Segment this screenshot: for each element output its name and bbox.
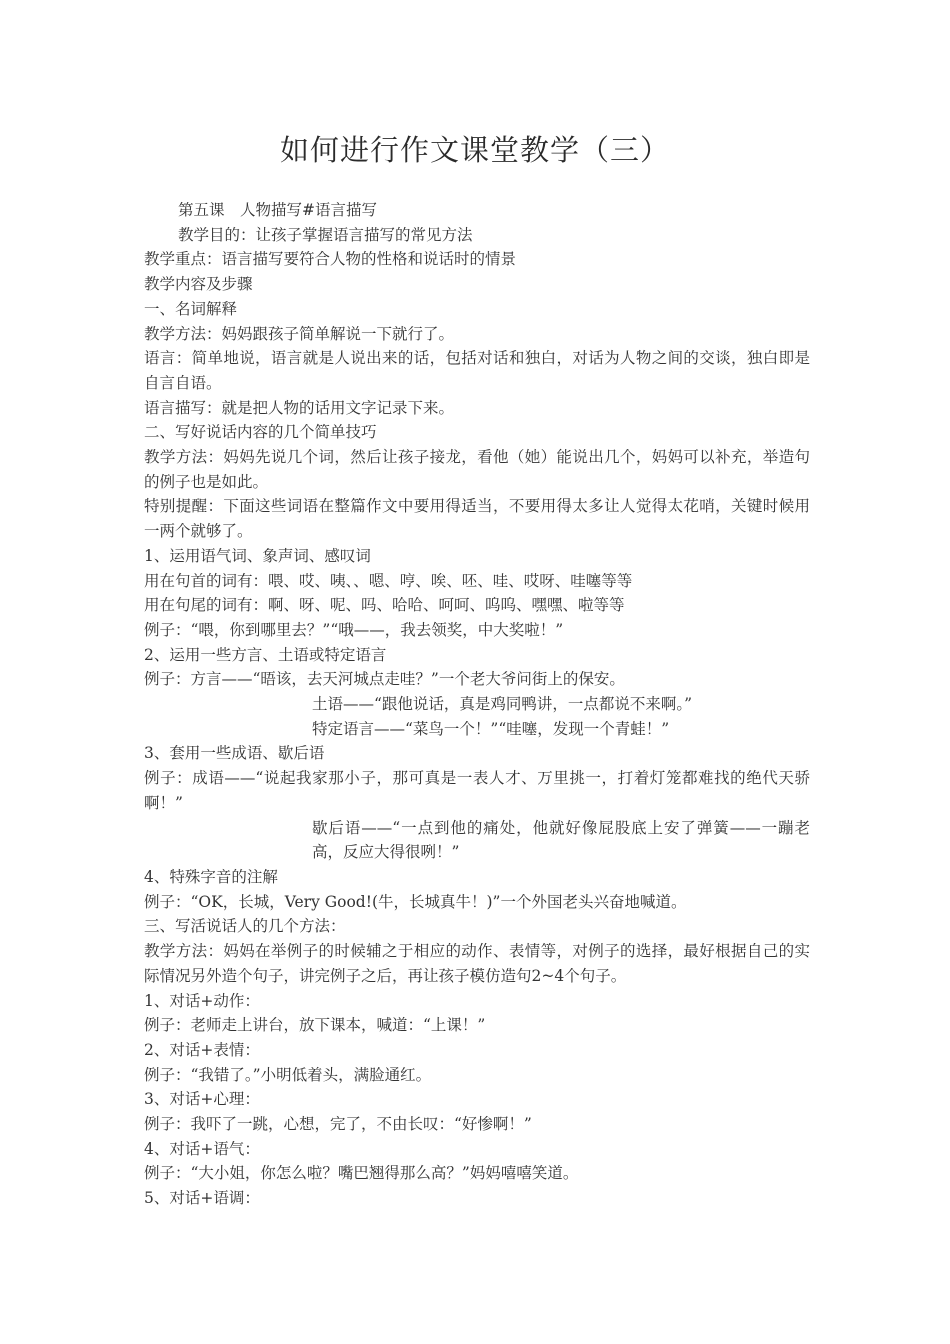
subsection-heading: 4、特殊字音的注解 xyxy=(144,867,278,886)
example-line: 歇后语——“一点到他的痛处，他就好像屁股底上安了弹簧——一蹦老高，反应大得很咧！” xyxy=(312,818,810,862)
example-line: 例子：我吓了一跳，心想，完了，不由长叹：“好惨啊！” xyxy=(144,1115,532,1134)
paragraph: 用在句尾的词有：啊、呀、呢、吗、哈哈、呵呵、呜呜、嘿嘿、啦等等 xyxy=(144,596,625,615)
example-line: 例子：“大小姐，你怎么啦？嘴巴翘得那么高？”妈妈嘻嘻笑道。 xyxy=(144,1164,579,1183)
example-line: 特定语言——“菜鸟一个！”“哇噻，发现一个青蛙！” xyxy=(312,719,670,738)
example-line: 例子：成语——“说起我家那小子，那可真是一表人才、万里挑一，打着灯笼都难找的绝代天骄啊！” xyxy=(144,769,810,812)
subsection-heading: 3、套用一些成语、歇后语 xyxy=(144,744,325,763)
document-title: 如何进行作文课堂教学（三） xyxy=(279,133,670,167)
paragraph: 语言描写：就是把人物的话用文字记录下来。 xyxy=(144,398,455,417)
example-line: 土语——“跟他说话，真是鸡同鸭讲，一点都说不来啊。” xyxy=(312,695,693,714)
example-line: 例子：老师走上讲台，放下课本，喊道：“上课！” xyxy=(144,1016,486,1035)
teaching-goal: 教学目的：让孩子掌握语言描写的常见方法 xyxy=(178,225,473,244)
paragraph: 教学方法：妈妈先说几个词，然后让孩子接龙，看他（她）能说出几个，妈妈可以补充，举造句的例子也是如此。 xyxy=(144,448,810,491)
subsection-heading: 3、对话+心理： xyxy=(144,1090,260,1109)
paragraph: 教学方法：妈妈在举例子的时候辅之于相应的动作、表情等，对例子的选择，最好根据自己的实际情况另外造个句子，讲完例子之后，再让孩子模仿造句2~4个句子。 xyxy=(144,942,810,985)
example-line: 例子：“OK，长城，Very Good!(牛，长城真牛！)”一个外国老头兴奋地喊道。 xyxy=(144,892,687,911)
paragraph: 语言：简单地说，语言就是人说出来的话，包括对话和独白，对话为人物之间的交谈，独白即是自言自语。 xyxy=(144,349,810,392)
example-line: 例子：“我错了。”小明低着头，满脸通红。 xyxy=(144,1065,432,1084)
section-heading: 三、写活说话人的几个方法： xyxy=(144,917,346,936)
paragraph: 用在句首的词有：喂、哎、咦、、嗯、哼、唉、呸、哇、哎呀、哇噻等等 xyxy=(144,571,633,590)
teaching-focus: 教学重点：语言描写要符合人物的性格和说话时的情景 xyxy=(144,250,517,269)
paragraph: 教学方法：妈妈跟孩子简单解说一下就行了。 xyxy=(144,324,455,343)
section-heading: 二、写好说话内容的几个简单技巧 xyxy=(144,423,377,442)
subsection-heading: 1、对话+动作： xyxy=(144,991,260,1010)
subsection-heading: 2、对话+表情： xyxy=(144,1040,260,1059)
subsection-heading: 2、运用一些方言、土语或特定语言 xyxy=(144,645,387,664)
content-steps-heading: 教学内容及步骤 xyxy=(144,275,253,294)
paragraph: 特别提醒：下面这些词语在整篇作文中要用得适当，不要用得太多让人觉得太花哨，关键时候用一两个就够了。 xyxy=(144,497,810,541)
subsection-heading: 5、对话+语调： xyxy=(144,1189,260,1208)
lesson-heading: 第五课 人物描写#语言描写 xyxy=(178,201,377,219)
example-line: 例子：方言——“晤该，去天河城点走哇？”一个老大爷问街上的保安。 xyxy=(144,670,625,689)
example-line: 例子：“喂，你到哪里去？”“哦——，我去领奖，中大奖啦！” xyxy=(144,620,564,639)
subsection-heading: 4、对话+语气： xyxy=(144,1139,260,1158)
section-heading: 一、名词解释 xyxy=(144,299,238,318)
subsection-heading: 1、运用语气词、象声词、感叹词 xyxy=(144,546,371,565)
document-body xyxy=(144,198,810,1211)
